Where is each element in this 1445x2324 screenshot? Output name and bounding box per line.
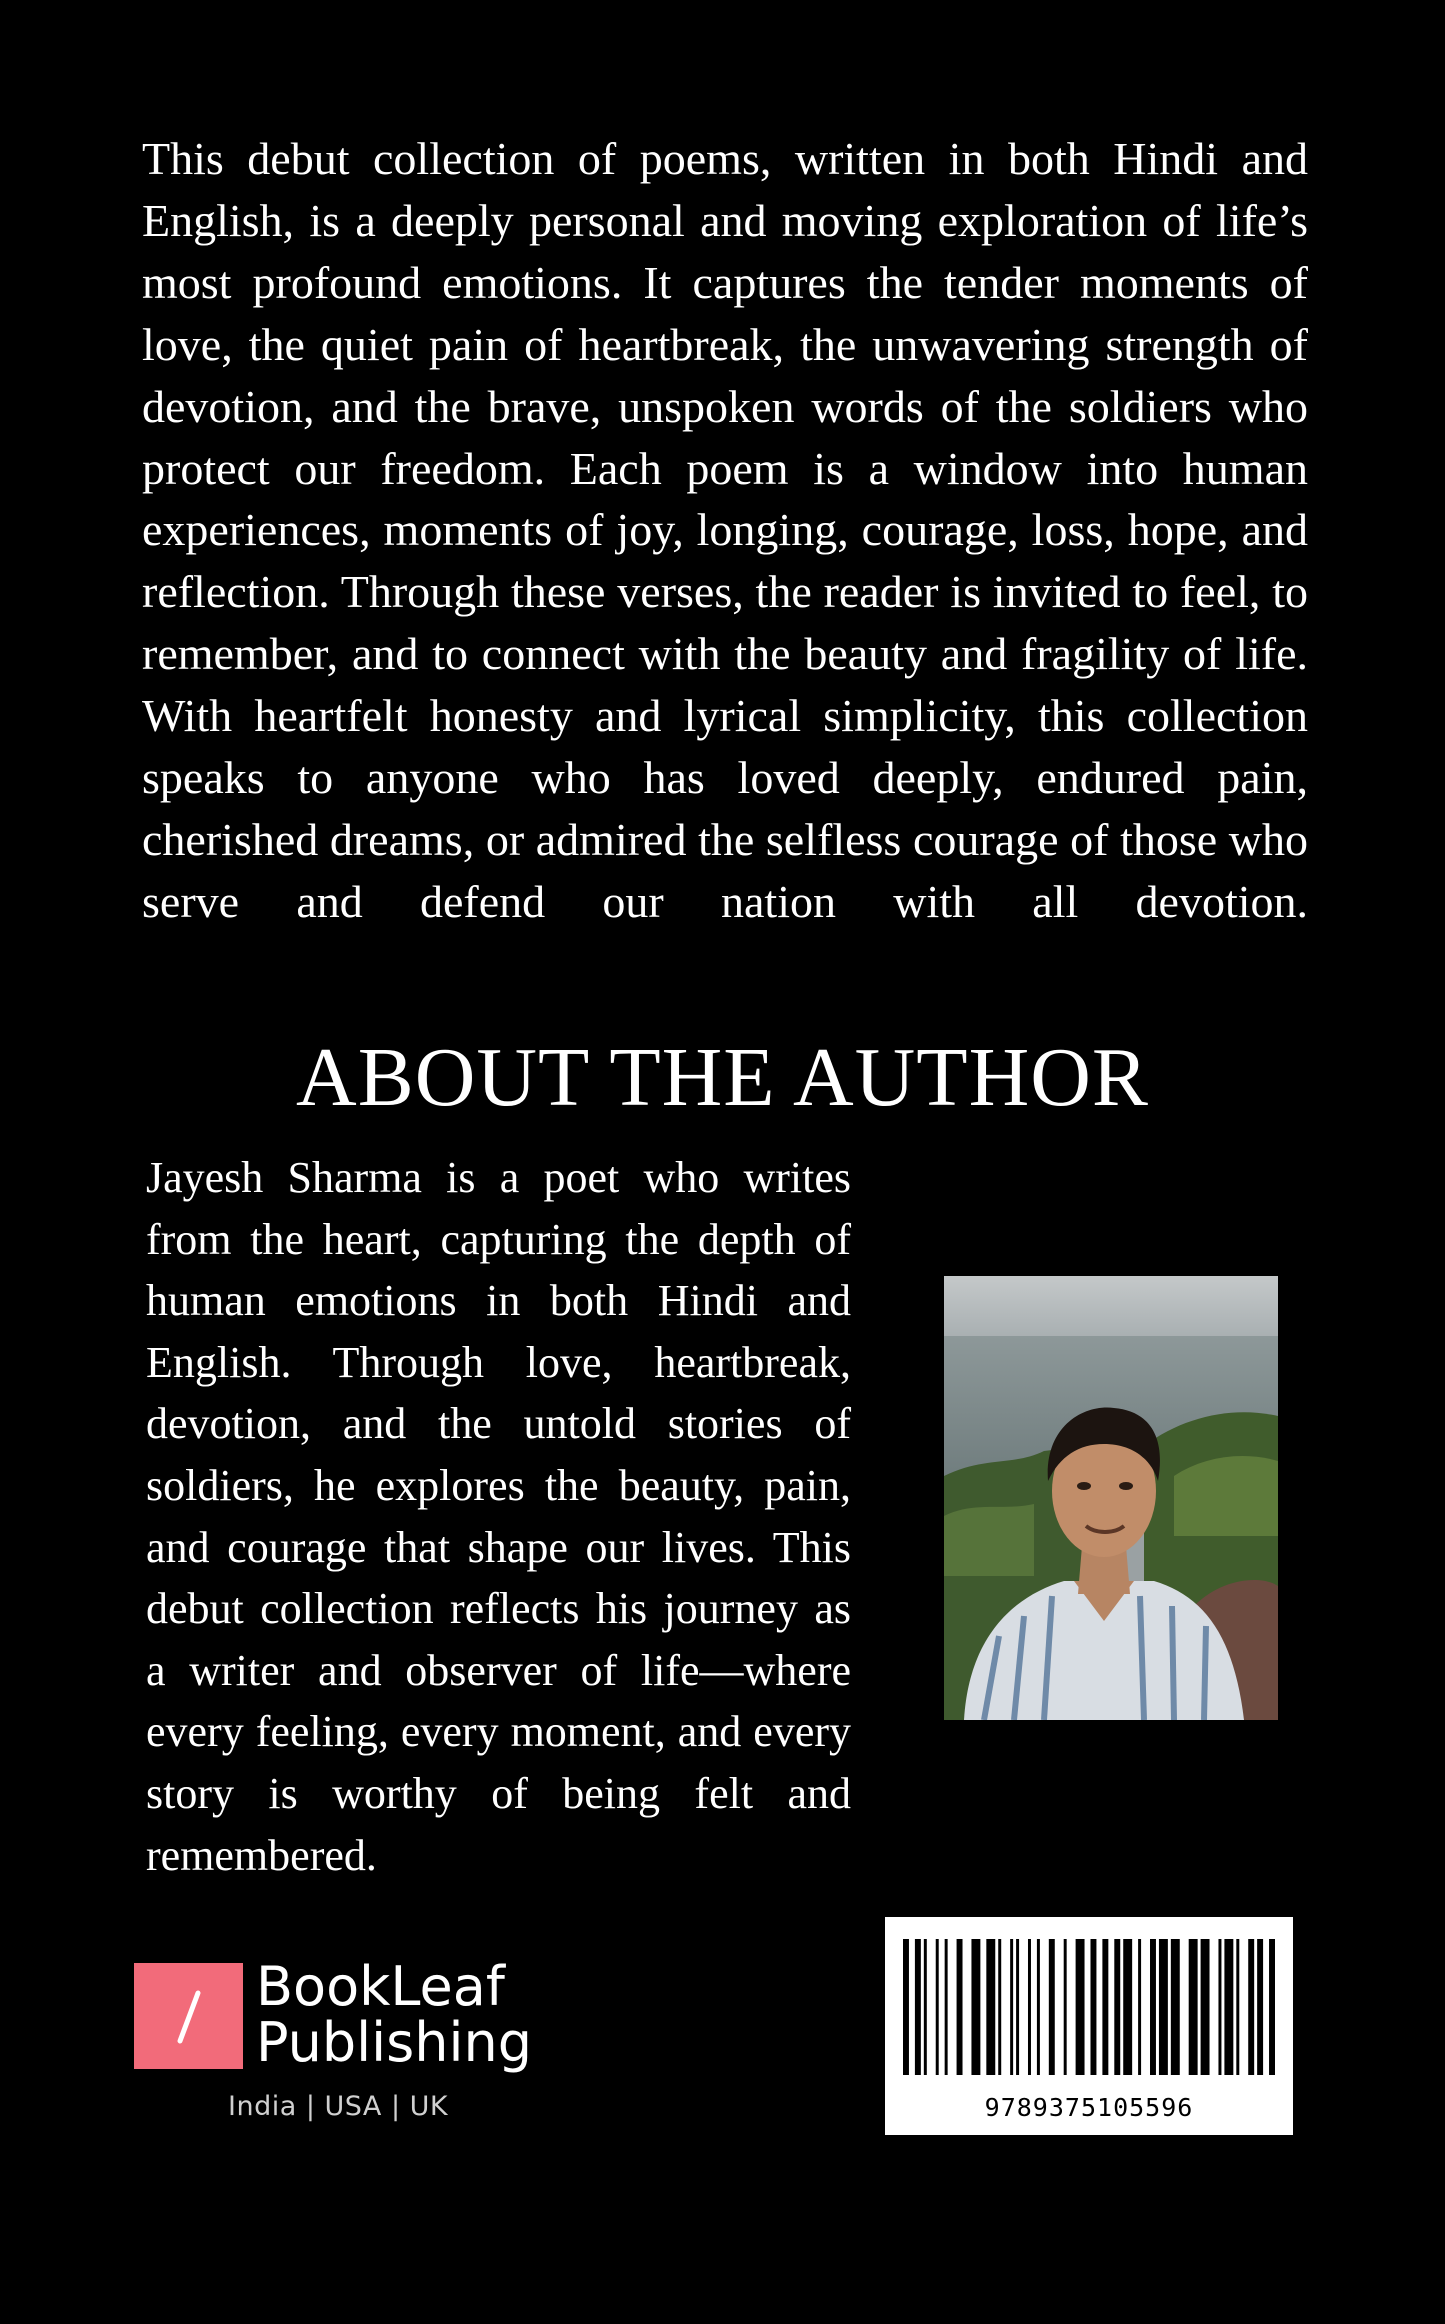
barcode-bar — [1248, 1939, 1254, 2075]
barcode-bar — [986, 1939, 995, 2075]
barcode-bar — [1090, 1939, 1096, 2075]
barcode-bar — [1224, 1939, 1233, 2075]
publisher-name — [256, 1955, 532, 2074]
isbn-number: 9789375105596 — [984, 2093, 1194, 2122]
barcode-bar — [1201, 1939, 1210, 2075]
barcode-bar — [1236, 1939, 1239, 2075]
isbn-barcode — [885, 1917, 1293, 2135]
barcode-bars — [903, 1939, 1275, 2075]
author-portrait-illustration — [944, 1276, 1278, 1720]
barcode-bar — [1138, 1939, 1141, 2075]
barcode-bar — [957, 1939, 963, 2075]
barcode-bar — [1049, 1939, 1055, 2075]
about-author-heading: ABOUT THE AUTHOR — [296, 1031, 1149, 1124]
barcode-bar — [936, 1939, 939, 2075]
barcode-bar — [1218, 1939, 1221, 2075]
publisher-regions: India | USA | UK — [228, 2091, 449, 2122]
author-photo — [944, 1276, 1278, 1720]
barcode-bar — [1123, 1939, 1132, 2075]
barcode-bar — [1171, 1939, 1180, 2075]
barcode-bar — [1150, 1939, 1156, 2075]
barcode-bar — [1159, 1939, 1168, 2075]
barcode-bar — [1269, 1939, 1275, 2075]
barcode-bar — [1064, 1939, 1067, 2075]
barcode-bar — [1016, 1939, 1019, 2075]
barcode-bar — [924, 1939, 927, 2075]
book-blurb: This debut collection of poems, written in both Hindi and English, is a deeply personal and moving exploration of life’s most profound emotions. It captures the tender moments of love, the quiet pain of heartbreak, the unwavering strength of devotion, and the brave, unspoken words of the soldiers who protect our freedom. Each poem is a window into human experiences, moments of joy, longing, courage, loss, hope, and reflection. Through these verses, the reader is invited to feel, to remember, and to connect with the beauty and fragility of life. With heartfelt honesty and lyrical simplicity, this collection speaks to anyone who has loved deeply, endured pain, cherished dreams, or admired the selfless courage of those who serve and defend our nation with all devotion. — [142, 133, 1308, 927]
barcode-bar — [1114, 1939, 1120, 2075]
publisher-name-line1: BookLeaf — [256, 1955, 505, 2018]
barcode-bar — [1037, 1939, 1040, 2075]
barcode-bar — [1102, 1939, 1108, 2075]
barcode-bar — [1028, 1939, 1031, 2075]
author-bio: Jayesh Sharma is a poet who writes from the heart, capturing the depth of human emotions in both Hindi and English. Through love, heartbreak, devotion, and the untold stories of soldiers, he explores the beauty, pain, and courage that shape our lives. This debut collection reflects his journey as a writer and observer of life—where every feeling, every moment, and every story is worthy of being felt and remembered. — [146, 1153, 851, 1880]
publisher-name-line2: Publishing — [256, 2011, 532, 2074]
barcode-bar — [945, 1939, 948, 2075]
barcode-bar — [1257, 1939, 1263, 2075]
barcode-bar — [903, 1939, 909, 2075]
barcode-bar — [1010, 1939, 1013, 2075]
publisher-logo — [134, 1955, 554, 2123]
barcode-bar — [971, 1939, 980, 2075]
barcode-bar — [915, 1939, 921, 2075]
barcode-bar — [1076, 1939, 1085, 2075]
barcode-bar — [1189, 1939, 1198, 2075]
barcode-bar — [998, 1939, 1001, 2075]
slash-icon — [134, 1963, 243, 2069]
